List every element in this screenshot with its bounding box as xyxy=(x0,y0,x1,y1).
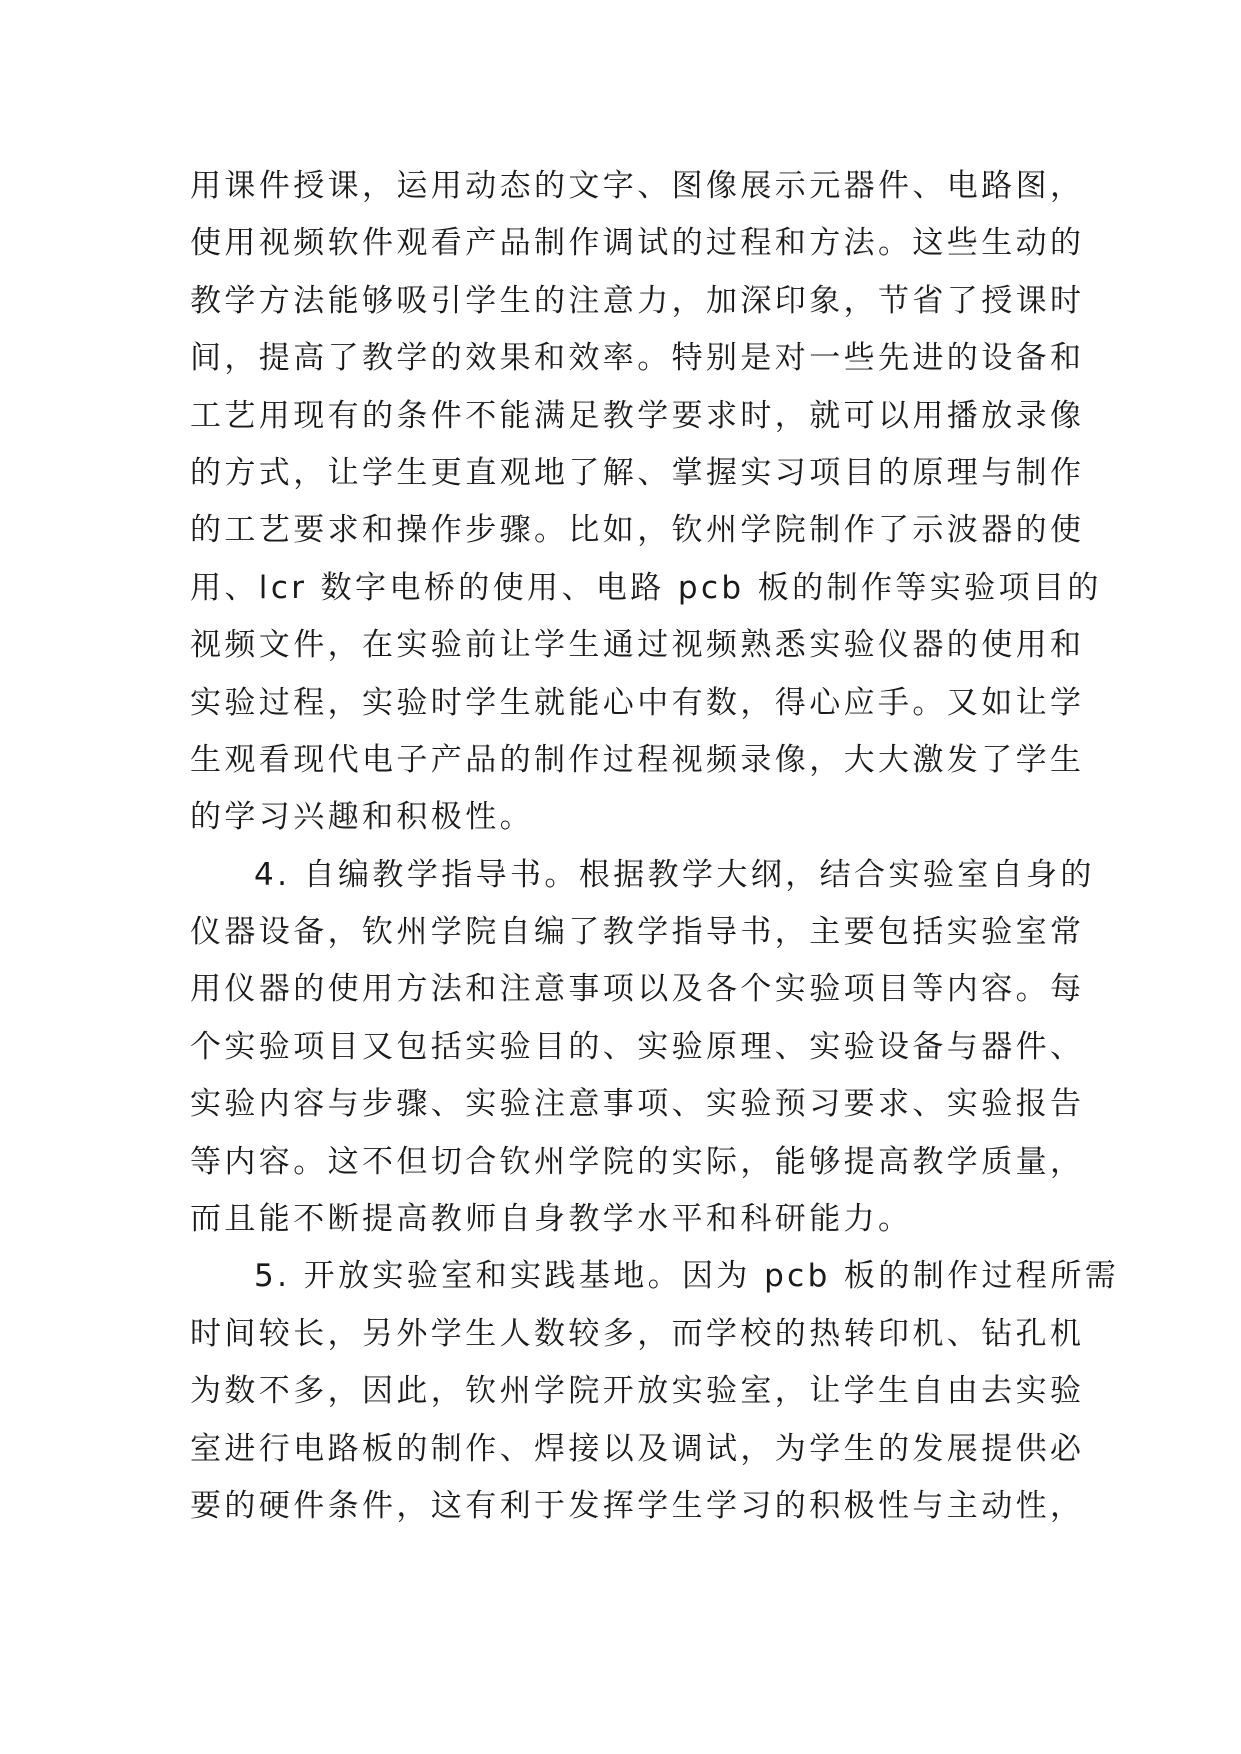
text-line: 等内容。这不但切合钦州学院的实际，能够提高教学质量， xyxy=(190,1143,1085,1180)
text-line: 个实验项目又包括实验目的、实验原理、实验设备与器件、 xyxy=(190,1028,1085,1065)
text-line: 教学方法能够吸引学生的注意力，加深印象，节省了授课时 xyxy=(190,282,1085,319)
text-line: 而且能不断提高教师自身教学水平和科研能力。 xyxy=(190,1201,913,1238)
text-line: 用、lcr 数字电桥的使用、电路 pcb 板的制作等实验项目的 xyxy=(190,569,1102,606)
body-text xyxy=(190,158,1120,1535)
paragraph-start-line: 5. 开放实验室和实践基地。因为 pcb 板的制作过程所需 xyxy=(254,1258,1120,1295)
text-line: 要的硬件条件，这有利于发挥学生学习的积极性与主动性， xyxy=(190,1487,1085,1524)
text-line: 室进行电路板的制作、焊接以及调试，为学生的发展提供必 xyxy=(190,1430,1085,1467)
text-line: 用课件授课，运用动态的文字、图像展示元器件、电路图， xyxy=(190,168,1085,204)
text-line: 为数不多，因此，钦州学院开放实验室，让学生自由去实验 xyxy=(190,1373,1085,1410)
text-line: 的工艺要求和操作步骤。比如，钦州学院制作了示波器的使 xyxy=(190,512,1085,549)
text-line: 用仪器的使用方法和注意事项以及各个实验项目等内容。每 xyxy=(190,971,1085,1008)
text-line: 的方式，让学生更直观地了解、掌握实习项目的原理与制作 xyxy=(190,454,1085,491)
text-line: 生观看现代电子产品的制作过程视频录像，大大激发了学生 xyxy=(190,741,1085,778)
text-line: 实验内容与步骤、实验注意事项、实验预习要求、实验报告 xyxy=(190,1086,1085,1123)
text-line: 工艺用现有的条件不能满足教学要求时，就可以用播放录像 xyxy=(190,397,1085,434)
text-line: 实验过程，实验时学生就能心中有数，得心应手。又如让学 xyxy=(190,684,1085,721)
text-line: 间，提高了教学的效果和效率。特别是对一些先进的设备和 xyxy=(190,340,1085,377)
text-line: 视频文件，在实验前让学生通过视频熟悉实验仪器的使用和 xyxy=(190,627,1085,664)
text-line: 使用视频软件观看产品制作调试的过程和方法。这些生动的 xyxy=(190,225,1085,262)
text-line: 仪器设备，钦州学院自编了教学指导书，主要包括实验室常 xyxy=(190,914,1085,951)
paragraph-start-line: 4. 自编教学指导书。根据教学大纲，结合实验室自身的 xyxy=(254,856,1095,893)
text-line: 时间较长，另外学生人数较多，而学校的热转印机、钻孔机 xyxy=(190,1315,1085,1352)
text-line: 的学习兴趣和积极性。 xyxy=(190,799,534,836)
